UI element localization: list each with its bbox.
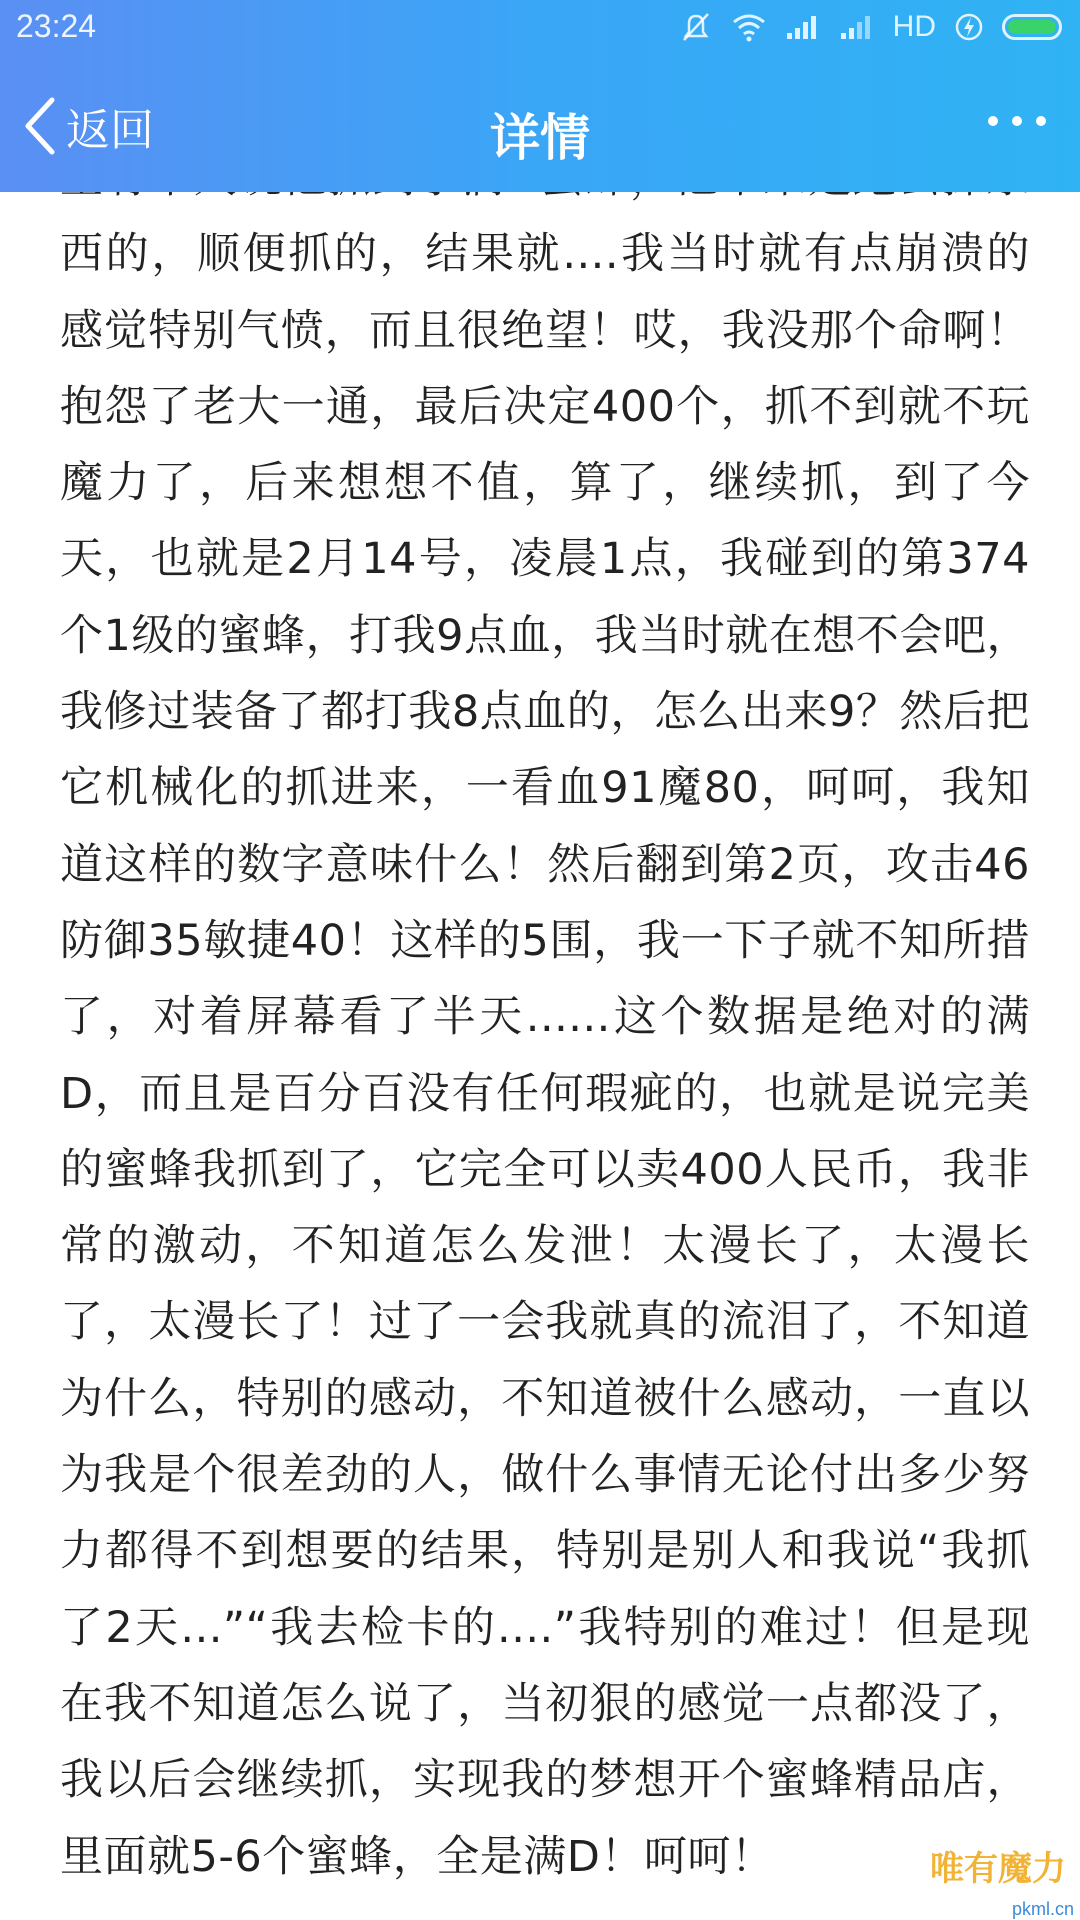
wifi-icon: [731, 12, 767, 42]
logo-text: 唯有魔力: [930, 1849, 1066, 1889]
status-bar: [0, 0, 1080, 56]
charging-icon: [954, 12, 984, 42]
article-text: 西的，顺便抓的，结果就....我当时就有点崩溃的感觉特别气愤，而且很绝望！哎，我没那个命啊！抱怨了老大一通，最后决定400个，抓不到就不玩魔力了，后来想想不值，算了，继续抓，到了今天，也就是2月14号，凌晨1点，我碰到的第374个1级的蜜蜂，打我9点血，我当时就在想不会吧，我修过装备了都打我8点血的，怎么出来9？然后把它机械化的抓进来，一看血91魔80，呵呵，我知道这样的数字意味什么！然后翻到第2页，攻击46防御35敏捷40！这样的5围，我一下子就不知所措了，对着屏幕看了半天......这个数据是绝对的满D，而且是百分百没有任何瑕疵的，也就是说完美的蜜蜂我抓到了，它完全可以卖400人民币，我非常的激动，不知道怎么发泄！太漫长了，太漫长了，太漫长了！过了一会我就真的流泪了，不知道为什么，特别的感动，不知道被什么感动，一直以为我是个很差劲的人，做什么事情无论付出多少努力都得不到想要的结果，特别是别人和我说“我抓了2天...”“我去检卡的....”我特别的难过！但是现在我不知道怎么说了，当初狠的感觉一点都没了，我以后会继续抓，实现我的梦想开个蜜蜂精品店，里面就5-6个蜜蜂，全是满D！呵呵！: [60, 229, 1030, 1882]
status-time: 23:24: [16, 8, 97, 44]
back-label: 返回: [66, 105, 154, 156]
battery-icon: [1002, 14, 1062, 40]
more-button[interactable]: [988, 116, 1046, 126]
app-header: [0, 0, 1080, 192]
article-body: [60, 140, 1030, 1895]
nav-bar: [0, 60, 1080, 192]
network-type-label: HD: [892, 10, 936, 43]
signal-icon: [785, 13, 821, 41]
page-title: 详情: [490, 109, 590, 167]
site-logo: [922, 1818, 1072, 1908]
silent-icon: [679, 10, 713, 44]
more-dots-icon: [988, 116, 998, 126]
watermark-url: pkml.cn: [1011, 1899, 1074, 1919]
status-icons: [679, 10, 1062, 44]
signal-icon: [839, 13, 875, 41]
